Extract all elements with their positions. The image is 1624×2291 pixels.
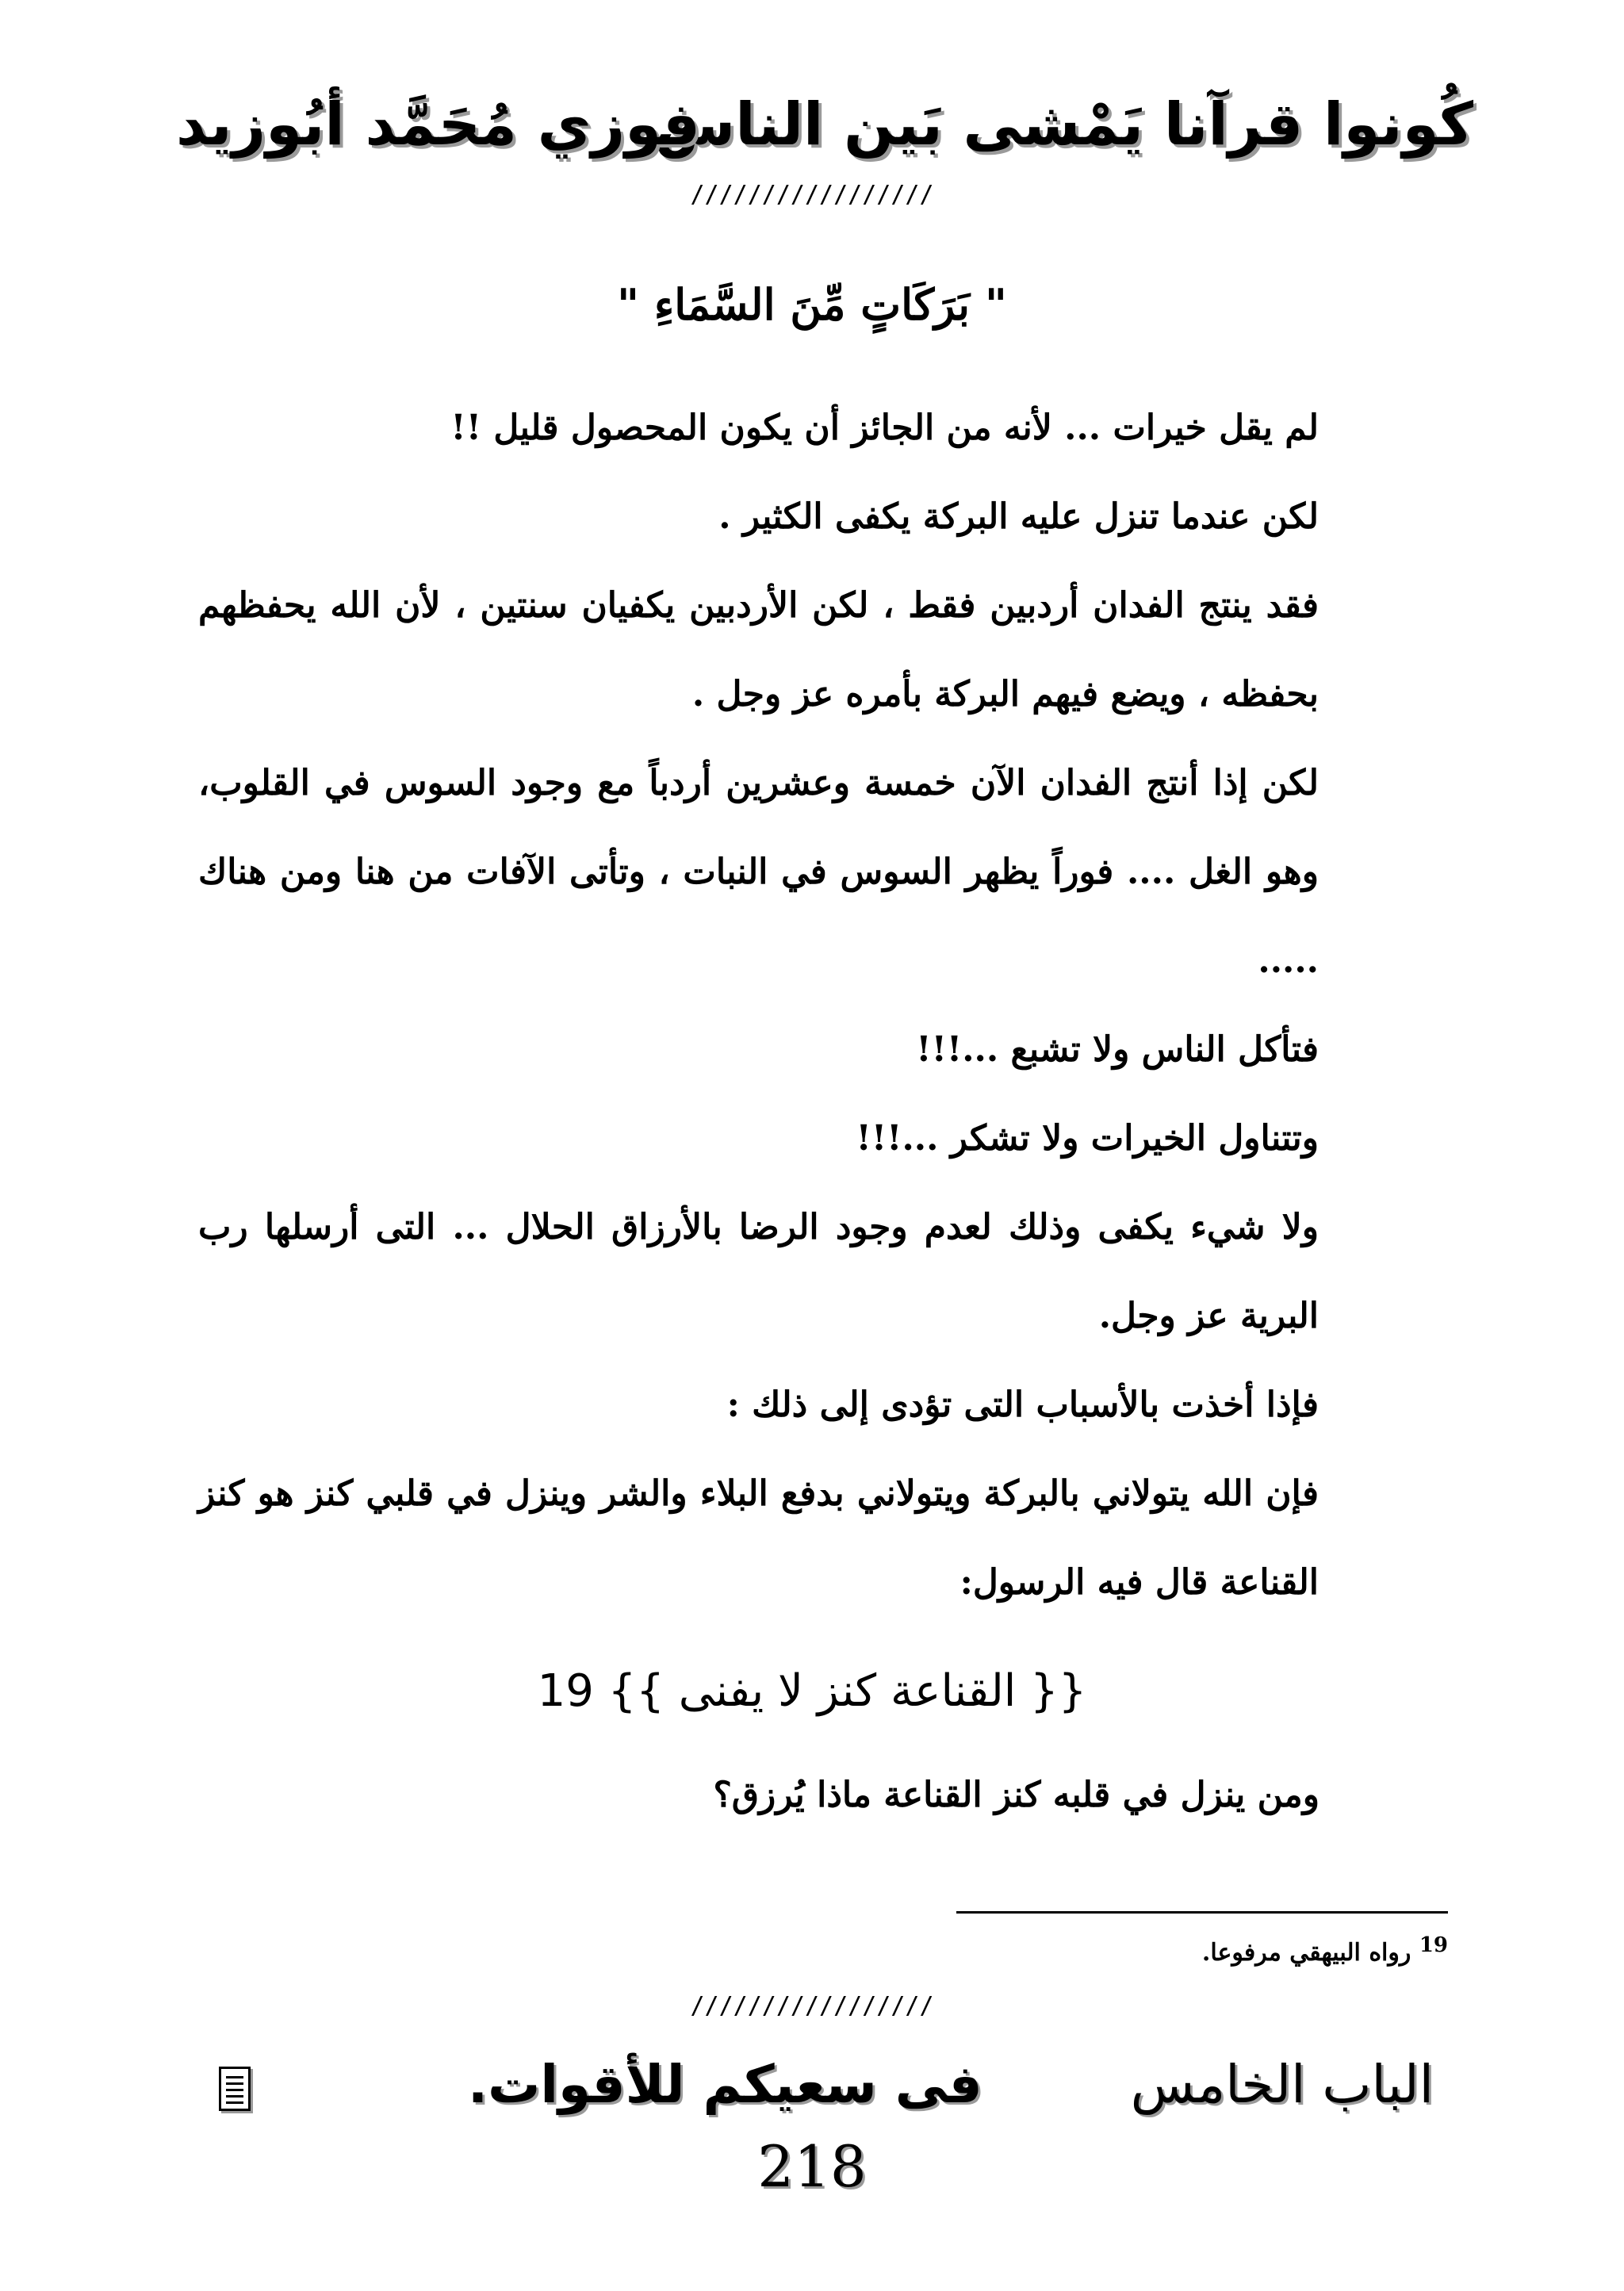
footer-separator: ///////////////// [690,1992,934,2020]
footnote-number: 19 [1419,1933,1448,1957]
paragraph: فإن الله يتولاني بالبركة ويتولاني بدفع البلاء والشر وينزل في قلبي كنز هو كنز القناعة قال فيه الرسول: [198,1473,1319,1603]
paragraph: لكن إذا أنتج الفدان الآن خمسة وعشرين أردباً مع وجود السوس في القلوب، وهو الغل .... فوراً يظهر السوس في النبات ، وتأتى الآفات من هنا ومن هناك ..... [198,763,1319,981]
paragraph: لكن عندما تنزل عليه البركة يكفى الكثير . [718,496,1319,537]
footnote-text: رواه البيهقي مرفوعا. [1201,1939,1411,1967]
book-title: كُونوا قرآنا يَمْشى بَين الناس [654,90,1473,159]
hadith-text: {{ القناعة كنز لا يفنى }} [607,1665,1087,1717]
footnote-reference[interactable]: 19 [537,1665,594,1717]
section-heading: " بَرَكَاتٍ مِّنَ السَّمَاءِ " [616,279,1007,330]
chapter-label: الباب الخامس [1130,2054,1434,2115]
header-separator: ///////////////// [690,181,934,209]
body-text [198,384,1450,1627]
page-number: 218 [757,2133,867,2200]
paragraph: لم يقل خيرات ... لأنه من الجائز أن يكون المحصول قليل !! [450,408,1319,448]
footnote [1202,1933,1448,1967]
paragraph: فتأكل الناس ولا تشبع ...!!! [916,1029,1319,1070]
paragraph: ولا شيء يكفى وذلك لعدم وجود الرضا بالأرزاق الحلال ... التى أرسلها رب البرية عز وجل. [198,1207,1319,1336]
author-name: فوزي مُحَمَّد أبُوزيد [176,90,700,159]
book-icon [219,2067,251,2111]
footnote-divider [956,1911,1448,1914]
hadith-quote [0,1665,1624,1717]
closing-question: ومن ينزل في قلبه كنز القناعة ماذا يُرزق؟ [713,1775,1320,1815]
chapter-topic: فى سعيكم للأقوات. [468,2054,982,2115]
paragraph: فإذا أخذت بالأسباب التى تؤدى إلى ذلك : [726,1385,1319,1425]
paragraph: وتتناول الخيرات ولا تشكر ...!!! [856,1118,1319,1159]
paragraph: فقد ينتج الفدان أردبين فقط ، لكن الأردبين يكفيان سنتين ، لأن الله يحفظهم بحفظه ، ويضع فيهم البركة بأمره عز وجل . [198,585,1319,715]
